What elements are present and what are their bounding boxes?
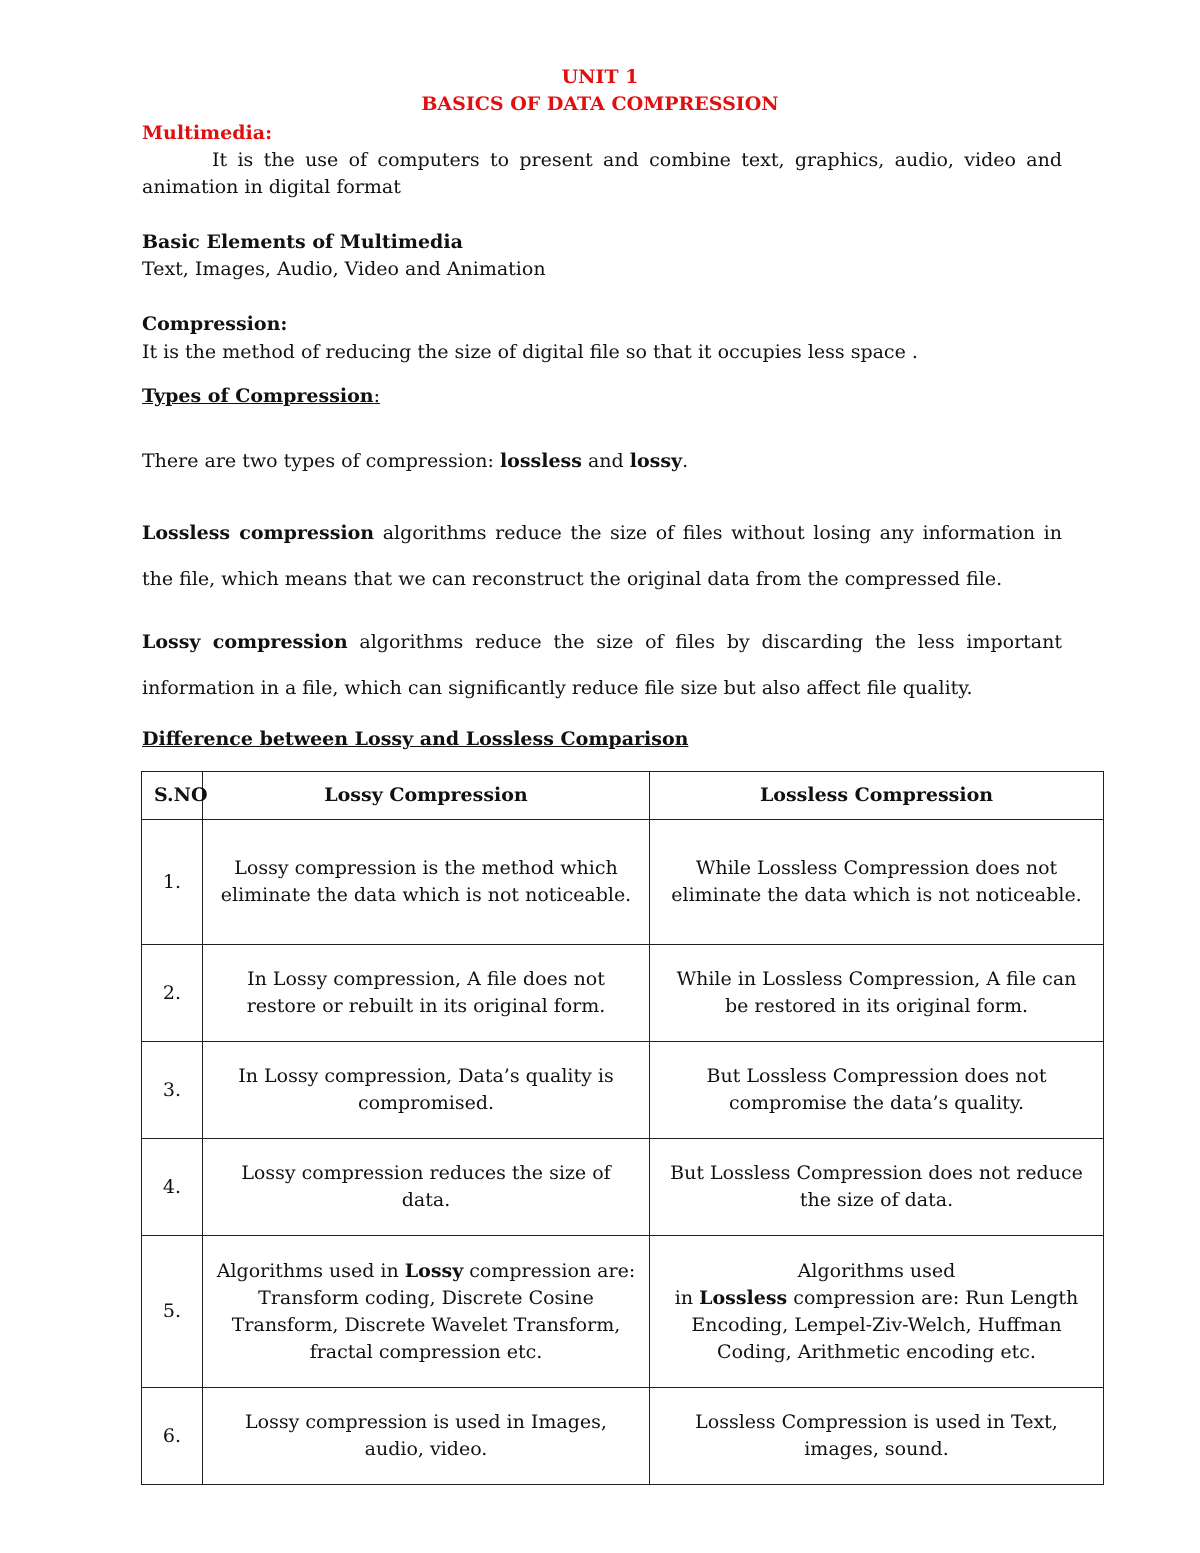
row-sno: 3.: [142, 1042, 203, 1139]
basic-elements-list: Text, Images, Audio, Video and Animation: [142, 258, 546, 280]
row-lossy: In Lossy compression, Data’s quality is compromised.: [203, 1042, 650, 1139]
lossless-algorithms-rest: compression are: Run Length Encoding, Lempel-Ziv-Welch, Huffman Coding, Arithmetic encoding etc.: [691, 1286, 1079, 1363]
multimedia-heading: Multimedia:: [142, 122, 273, 144]
table-header-row: [142, 772, 1104, 820]
row-sno: 4.: [142, 1139, 203, 1236]
basic-elements-heading: Basic Elements of Multimedia: [142, 231, 463, 253]
types-heading-text: Types of Compression: [142, 385, 374, 407]
and-word: and: [581, 450, 630, 472]
table-row: [142, 1388, 1104, 1485]
types-heading: [142, 383, 1062, 410]
multimedia-definition: It is the use of computers to present and combine text, graphics, audio, video and animation in digital format: [142, 149, 1062, 198]
difference-heading: Difference between Lossy and Lossless Comparison: [142, 728, 689, 750]
lossy-paragraph: [142, 619, 1062, 711]
types-intro: [142, 448, 1062, 475]
row-lossless: But Lossless Compression does not reduce the size of data.: [650, 1139, 1104, 1236]
table-row: [142, 945, 1104, 1042]
lossless-paragraph: [142, 510, 1062, 602]
lossy-algorithms-bold: Lossy: [404, 1259, 464, 1282]
comparison-table: [141, 771, 1104, 1485]
intro-period: .: [682, 450, 689, 472]
table-row: [142, 820, 1104, 945]
lossless-algorithms-bold: Lossless: [699, 1286, 788, 1309]
types-heading-colon: :: [373, 385, 381, 407]
row-lossy: Lossy compression reduces the size of data.: [203, 1139, 650, 1236]
lossless-term: Lossless compression: [142, 522, 375, 544]
header-lossless: Lossless Compression: [650, 772, 1104, 820]
document-title: BASICS OF DATA COMPRESSION: [421, 93, 779, 115]
row-lossy: [203, 1236, 650, 1388]
lossy-algorithms-prefix: Algorithms used in: [216, 1259, 405, 1282]
lossy-word: lossy: [629, 450, 683, 472]
compression-heading: Compression:: [142, 313, 288, 335]
row-sno: 1.: [142, 820, 203, 945]
table-row: [142, 1139, 1104, 1236]
lossy-algorithms-rest: compression are: Transform coding, Discrete Cosine Transform, Discrete Wavelet Transform, fractal compression etc.: [231, 1259, 636, 1363]
lossless-algorithms-prefix: in: [674, 1286, 700, 1309]
row-lossy: Lossy compression is used in Images, audio, video.: [203, 1388, 650, 1485]
row-lossless: While in Lossless Compression, A file can be restored in its original form.: [650, 945, 1104, 1042]
header-sno: S.NO: [142, 772, 203, 820]
lossless-algorithms-line1: Algorithms used: [797, 1259, 956, 1282]
row-sno: 2.: [142, 945, 203, 1042]
lossless-description: algorithms reduce the size of files without losing any information in the file, which means that we can reconstruct the original data from the compressed file.: [142, 522, 1062, 590]
row-lossless: [650, 1236, 1104, 1388]
row-lossless: But Lossless Compression does not compromise the data’s quality.: [650, 1042, 1104, 1139]
table-row: [142, 1042, 1104, 1139]
row-sno: 5.: [142, 1236, 203, 1388]
row-sno: 6.: [142, 1388, 203, 1485]
header-lossy: Lossy Compression: [203, 772, 650, 820]
table-row: [142, 1236, 1104, 1388]
row-lossy: In Lossy compression, A file does not restore or rebuilt in its original form.: [203, 945, 650, 1042]
lossy-term: Lossy compression: [142, 631, 348, 653]
row-lossy: Lossy compression is the method which eliminate the data which is not noticeable.: [203, 820, 650, 945]
compression-definition: It is the method of reducing the size of digital file so that it occupies less space .: [142, 341, 918, 363]
row-lossless: Lossless Compression is used in Text, images, sound.: [650, 1388, 1104, 1485]
unit-heading: UNIT 1: [561, 66, 639, 88]
lossless-word: lossless: [499, 450, 582, 472]
row-lossless: While Lossless Compression does not eliminate the data which is not noticeable.: [650, 820, 1104, 945]
lossy-description: algorithms reduce the size of files by discarding the less important information in a file, which can significantly reduce file size but also affect file quality.: [142, 631, 1062, 699]
types-intro-prefix: There are two types of compression:: [142, 450, 500, 472]
